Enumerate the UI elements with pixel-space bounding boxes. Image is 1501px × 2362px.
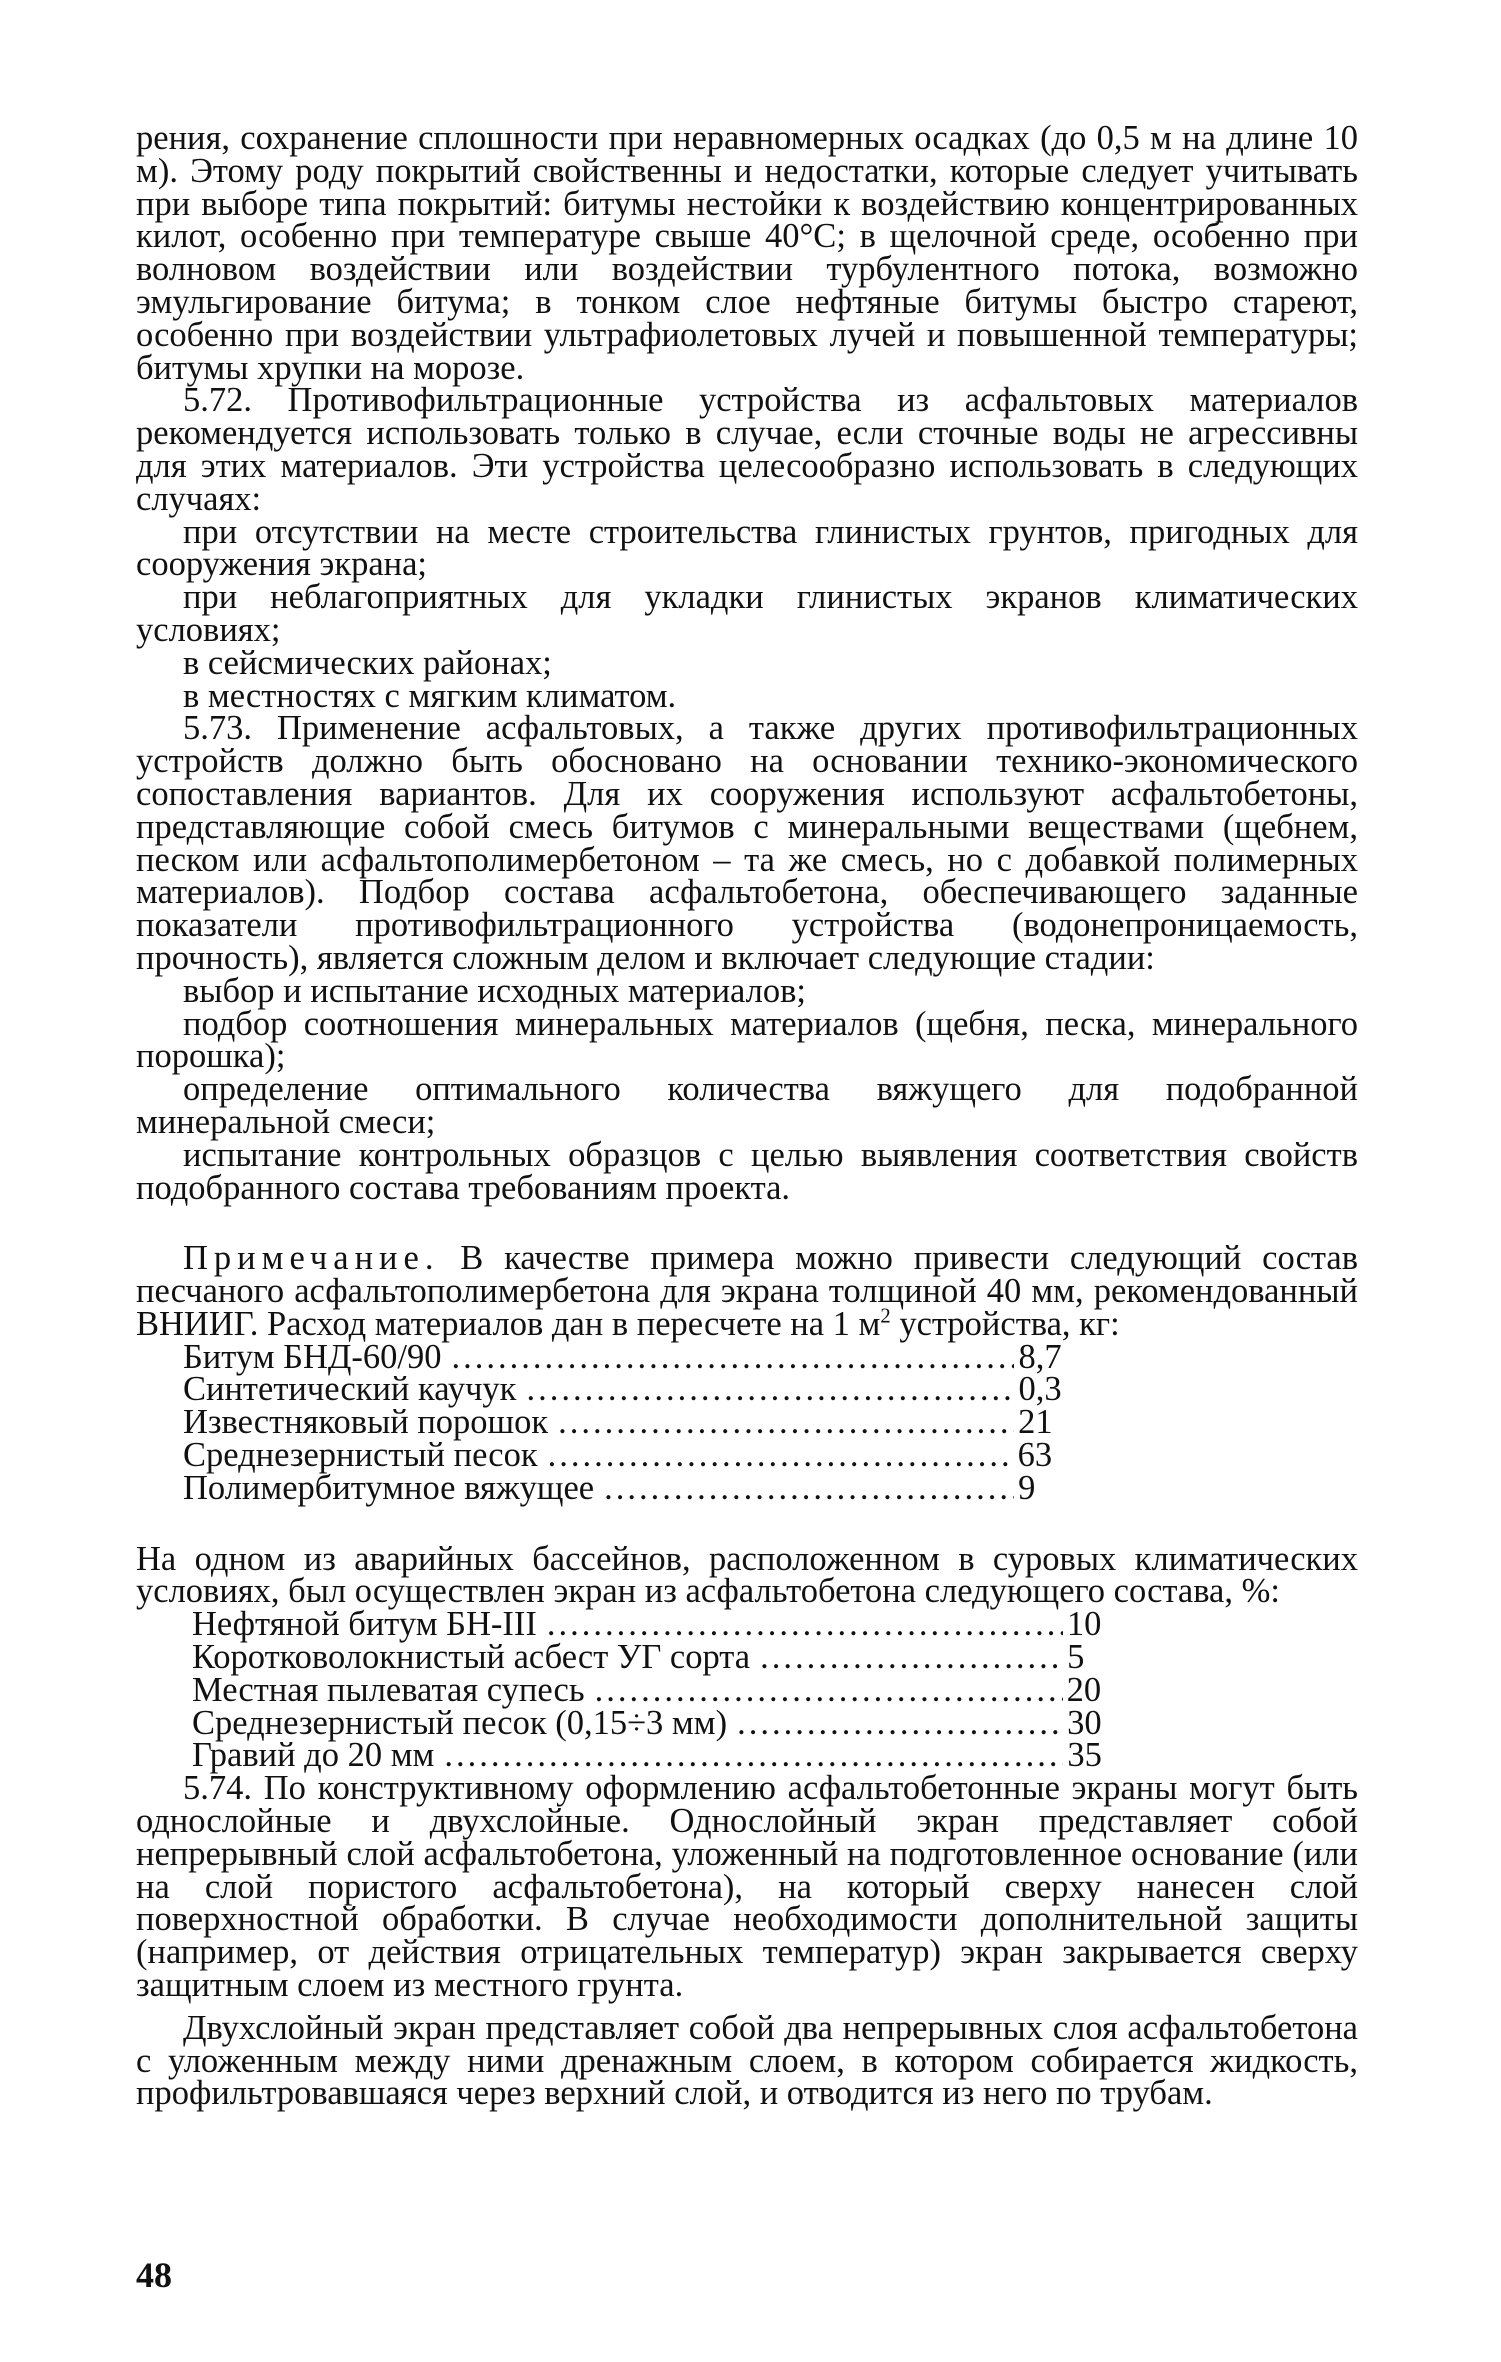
dot-leader	[526, 1373, 1014, 1406]
note-text-end: устройства, кг:	[890, 1304, 1120, 1343]
note-superscript: 2	[880, 1305, 891, 1328]
dot-leader	[558, 1406, 1014, 1439]
dot-leader	[737, 1707, 1063, 1740]
section-5-73: 5.73. Применение асфальтовых, а также других противофильтрационных устройств должно быть обосновано на основании технико-экономического сопоставления вариантов. Для их сооружения используют асфальтобетоны, представляющие собой смесь битумов с минеральными веществами (щебнем, песком или асфальтополимербетоном – та же смесь, но с добавкой полимерных материалов). Подбор состава асфальтобетона, обеспечивающего заданные показатели противофильтрационного устройства (водонепроницаемость, прочность), является сложным делом и включает следующие стадии:	[136, 709, 1358, 977]
paragraph: Двухслойный экран представляет собой два непрерывных слоя асфальтобетона с уложенным между ними дренажным слоем, в котором собирается жидкость, профильтровавшаяся через верхний слой, и отводится из него по трубам.	[136, 2008, 1358, 2113]
note-text: В качестве примера можно привести следующий состав песчаного асфальтополимербетона для экрана толщиной 40 мм, рекомендованный ВНИИГ. Расход материалов дан в пересчете на 1 м	[136, 1239, 1358, 1343]
material-name: Битум БНД-60/90	[183, 1337, 442, 1376]
composition-row	[192, 1670, 1127, 1709]
material-amount: 35	[1067, 1736, 1102, 1775]
list-item: выбор и испытание исходных материалов;	[183, 971, 806, 1010]
section-5-74: 5.74. По конструктивному оформлению асфальтобетонные экраны могут быть однослойные и двухслойные. Однослойный экран представляет собой непрерывный слой асфальтобетона, уложенный на подготовленное основание (или на слой пористого асфальтобетона), на который сверху нанесен слой поверхностной обработки. В случае необходимости дополнительной защиты (например, от действия отрицательных температур) экран закрывается сверху защитным слоем из местного грунта.	[136, 1769, 1358, 2005]
paragraph: На одном из аварийных бассейнов, расположенном в суровых климатических условиях, был осуществлен экран из асфальтобетона следующего состава, %:	[136, 1539, 1358, 1611]
material-name: Известняковый порошок	[183, 1403, 549, 1442]
material-name: Коротковолокнистый асбест УГ сорта	[192, 1638, 751, 1677]
material-name: Местная пылеватая супесь	[192, 1670, 585, 1709]
material-amount: 10	[1066, 1605, 1102, 1644]
material-name: Среднезернистый песок	[183, 1436, 538, 1475]
material-name: Гравий до 20 мм	[192, 1736, 435, 1775]
composition-row	[183, 1468, 1078, 1507]
list-item: подбор соотношения минеральных материалов (щебня, песка, минерального порошка);	[136, 1004, 1358, 1076]
material-amount: 30	[1067, 1703, 1102, 1742]
material-amount: 21	[1018, 1403, 1053, 1442]
page-body	[136, 119, 1358, 2113]
composition-row	[192, 1638, 1127, 1677]
material-name: Синтетический каучук	[183, 1370, 517, 1409]
material-amount: 8,7	[1018, 1337, 1062, 1376]
material-amount: 63	[1017, 1436, 1053, 1475]
composition-row	[192, 1736, 1127, 1775]
composition-row	[183, 1337, 1078, 1376]
dot-leader	[604, 1472, 1014, 1505]
material-name: Нефтяной битум БН-III	[192, 1605, 537, 1644]
material-amount: 0,3	[1018, 1370, 1062, 1409]
material-amount: 20	[1066, 1670, 1102, 1709]
composition-list-b	[192, 1605, 1127, 1775]
list-item: испытание контрольных образцов с целью выявления соответствия свойств подобранного состава требованиям проекта.	[136, 1135, 1358, 1207]
dot-leader	[547, 1608, 1063, 1641]
paragraph: рения, сохранение сплошности при неравномерных осадках (до 0,5 м на длине 10 м). Этому роду покрытий свойственны и недостатки, которые следует учитывать при выборе типа покрытий: битумы нестойки к воздействию концентрированных килот, особенно при температуре свыше 40°С; в щелочной среде, особенно при волновом воздействии или воздействии турбулентного потока, возможно эмульгирование битума; в тонком слое нефтяные битумы быстро стареют, особенно при воздействии ультрафиолетовых лучей и повышенной температуры; битумы хрупки на морозе.	[136, 119, 1358, 387]
list-item: определение оптимального количества вяжущего для подобранной минеральной смеси;	[136, 1070, 1358, 1141]
list-item: при неблагоприятных для укладки глинистых экранов климатических условиях;	[136, 578, 1358, 649]
composition-row	[192, 1703, 1127, 1742]
note-label: Примечание.	[183, 1239, 440, 1278]
dot-leader	[451, 1341, 1014, 1374]
dot-leader	[760, 1641, 1063, 1674]
composition-row	[183, 1370, 1078, 1409]
section-5-72: 5.72. Противофильтрационные устройства из асфальтовых материалов рекомендуется использовать только в случае, если сточные воды не агрессивны для этих материалов. Эти устройства целесообразно использовать в следующих случаях:	[136, 381, 1358, 518]
material-amount: 5	[1067, 1638, 1085, 1677]
note-paragraph	[136, 1239, 1358, 1343]
page-number: 48	[136, 2255, 172, 2295]
list-item: при отсутствии на месте строительства глинистых грунтов, пригодных для сооружения экрана;	[136, 512, 1358, 584]
list-item: в местностях с мягким климатом.	[183, 676, 677, 715]
material-name: Полимербитумное вяжущее	[183, 1468, 595, 1507]
composition-row	[192, 1605, 1127, 1644]
material-name: Среднезернистый песок (0,15÷3 мм)	[192, 1703, 728, 1742]
dot-leader	[595, 1674, 1063, 1707]
composition-row	[183, 1403, 1078, 1442]
list-item: в сейсмических районах;	[183, 643, 552, 682]
dot-leader	[548, 1439, 1014, 1472]
composition-row	[183, 1436, 1078, 1475]
material-amount: 9	[1018, 1468, 1036, 1507]
dot-leader	[444, 1739, 1063, 1772]
composition-list-a	[183, 1337, 1078, 1507]
